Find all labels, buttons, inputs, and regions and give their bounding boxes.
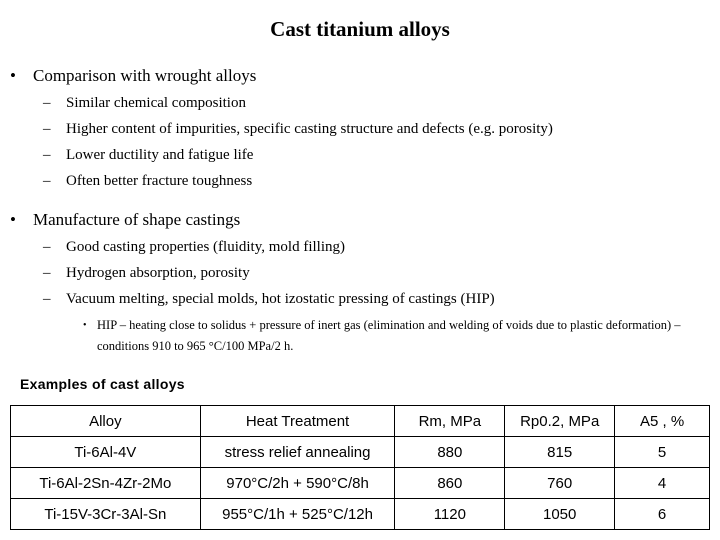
examples-label: Examples of cast alloys bbox=[20, 376, 185, 392]
cell-rm: 860 bbox=[395, 468, 505, 499]
sub-bullet-text: Hydrogen absorption, porosity bbox=[66, 265, 250, 281]
sub-bullet-text: Vacuum melting, special molds, hot izostatic pressing of castings (HIP) bbox=[66, 291, 495, 307]
cell-rm: 880 bbox=[395, 437, 505, 468]
header-a5: A5 , % bbox=[615, 406, 710, 437]
dash-marker: – bbox=[43, 121, 51, 137]
dash-marker: – bbox=[43, 173, 51, 189]
sub-bullet-text: Similar chemical composition bbox=[66, 95, 246, 111]
table-row bbox=[11, 499, 710, 530]
sub-bullet-text: Higher content of impurities, specific casting structure and defects (e.g. porosity) bbox=[66, 121, 553, 137]
page-title: Cast titanium alloys bbox=[270, 17, 450, 41]
cell-rp02: 760 bbox=[505, 468, 615, 499]
header-heat-treatment: Heat Treatment bbox=[200, 406, 395, 437]
table-row bbox=[11, 437, 710, 468]
cell-alloy: Ti-15V-3Cr-3Al-Sn bbox=[11, 499, 201, 530]
table-header-row bbox=[11, 406, 710, 437]
dash-marker: – bbox=[43, 95, 51, 111]
sub-sub-bullet-text: HIP – heating close to solidus + pressure of inert gas (elimination and welding of voids due to plastic deformation) – conditions 910 to 965 °C/100 MPa/2 h. bbox=[97, 318, 681, 353]
cell-rp02: 815 bbox=[505, 437, 615, 468]
header-alloy: Alloy bbox=[11, 406, 201, 437]
cell-rm: 1120 bbox=[395, 499, 505, 530]
dash-marker: – bbox=[43, 291, 51, 307]
table-row bbox=[11, 468, 710, 499]
header-rp02: Rp0.2, MPa bbox=[505, 406, 615, 437]
sub-sub-bullet bbox=[83, 315, 708, 357]
cell-heat-treatment: stress relief annealing bbox=[200, 437, 395, 468]
cell-a5: 5 bbox=[615, 437, 710, 468]
cell-a5: 6 bbox=[615, 499, 710, 530]
sub-bullet-text: Good casting properties (fluidity, mold filling) bbox=[66, 239, 345, 255]
bullet-dot: • bbox=[83, 320, 87, 331]
dash-marker: – bbox=[43, 239, 51, 255]
dash-marker: – bbox=[43, 265, 51, 281]
cell-alloy: Ti-6Al-4V bbox=[11, 437, 201, 468]
cast-alloys-table bbox=[10, 405, 710, 530]
bullet-dot: • bbox=[10, 66, 16, 85]
cell-a5: 4 bbox=[615, 468, 710, 499]
cell-rp02: 1050 bbox=[505, 499, 615, 530]
sub-bullet-text: Lower ductility and fatigue life bbox=[66, 147, 254, 163]
cell-heat-treatment: 955°C/1h + 525°C/12h bbox=[200, 499, 395, 530]
header-rm: Rm, MPa bbox=[395, 406, 505, 437]
bullet-dot: • bbox=[10, 210, 16, 229]
sub-bullet-text: Often better fracture toughness bbox=[66, 173, 253, 189]
cell-alloy: Ti-6Al-2Sn-4Zr-2Mo bbox=[11, 468, 201, 499]
cell-heat-treatment: 970°C/2h + 590°C/8h bbox=[200, 468, 395, 499]
bullet-heading: Comparison with wrought alloys bbox=[33, 66, 257, 85]
bullet-heading: Manufacture of shape castings bbox=[33, 210, 241, 229]
dash-marker: – bbox=[43, 147, 51, 163]
